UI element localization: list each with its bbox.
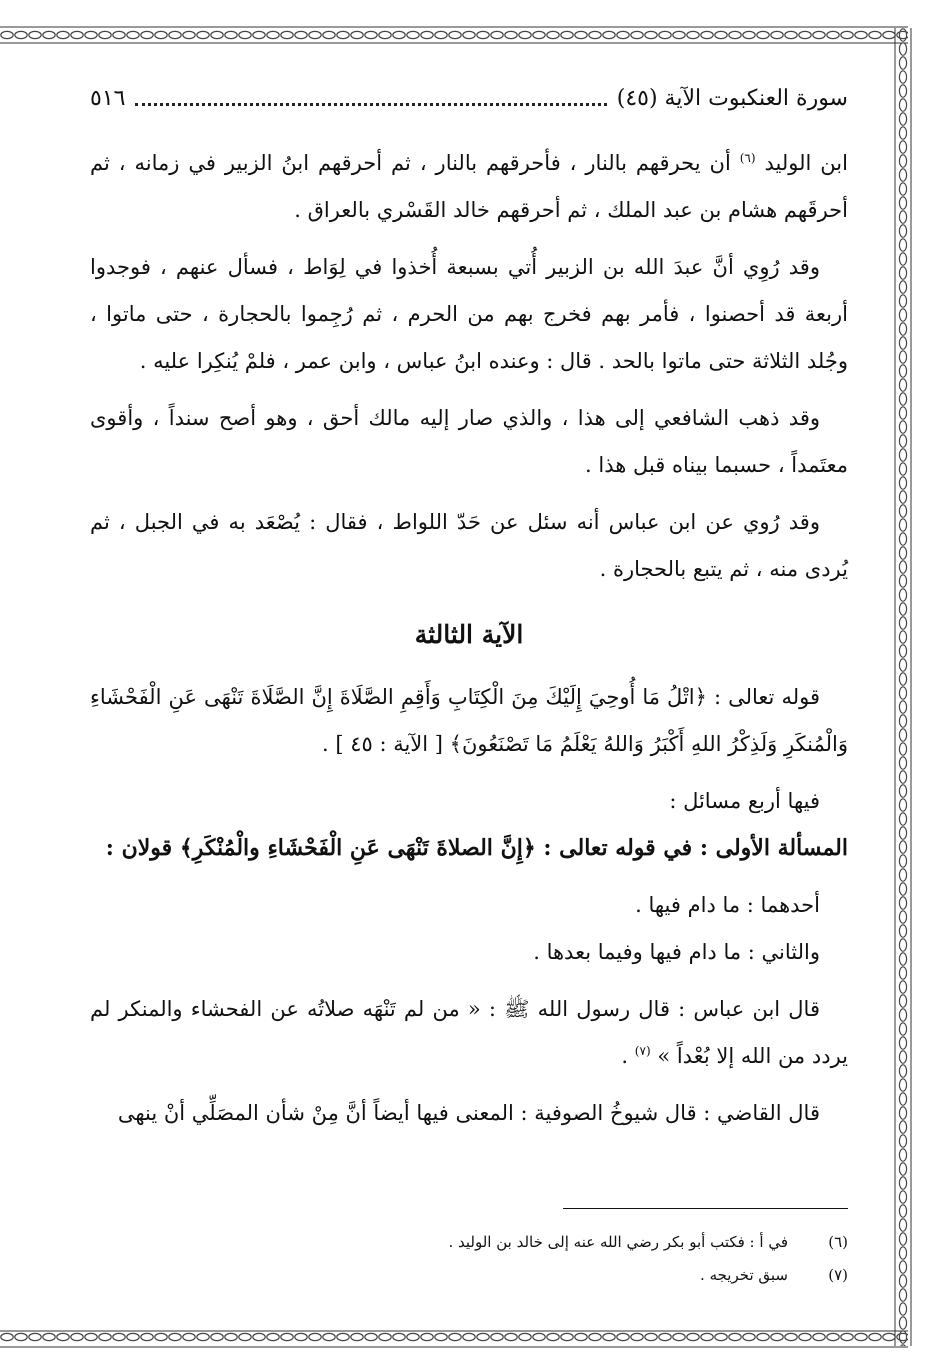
footnote-7	[90, 1259, 848, 1292]
running-head	[90, 78, 848, 118]
footnote-ref-7: (٧)	[634, 1044, 651, 1058]
opinion-two: والثاني : ما دام فيها وفيما بعدها .	[533, 940, 820, 964]
paragraph-1	[90, 140, 848, 234]
footnote-separator	[563, 1208, 848, 1209]
footnote-text: في أ : فكتب أبو بكر رضي الله عنه إلى خالد بن الوليد .	[448, 1233, 788, 1251]
paragraph-1-text-b: أن يحرقهم بالنار ، فأحرقهم بالنار ، ثم أحرقهم ابنُ الزبير في زمانه ، ثم أحرقَهم هشام بن عبد الملك ، ثم أحرقهم خالد القَسْري بالعراق .	[90, 151, 848, 222]
page-number: ٥١٦	[90, 85, 126, 111]
hadith-text: قال ابن عباس : قال رسول الله ﷺ : « من لم تَنْهَه صلاتُه عن الفحشاء والمنكر لم يردد من الله إلا بُعْداً »	[90, 997, 848, 1068]
main-text	[90, 140, 848, 1147]
hadith-end: .	[621, 1044, 629, 1068]
paragraph-1-text-a: ابن الوليد	[764, 151, 848, 175]
book-page	[90, 78, 848, 1298]
footnotes	[90, 1226, 848, 1292]
footnote-6	[90, 1226, 848, 1259]
paragraph-2: وقد رُوِي أنَّ عبدَ الله بن الزبير أُتي بسبعة أُخذوا في لِوَاط ، فسأل عنهم ، فوجدوا أربعة قد أحصنوا ، فأمر بهم فخرج بهم من الحرم ، ثم رُجِموا بالحجارة ، حتى ماتوا ، وجُلد الثلاثة حتى ماتوا بالحد . قال : وعنده ابنُ عباس ، وابن عمر ، فلمْ يُنكِرا عليه .	[90, 255, 848, 373]
opinion-one: أحدهما : ما دام فيها .	[635, 893, 820, 917]
section-heading: الآية الثالثة	[414, 620, 524, 649]
footnote-number: (٦)	[828, 1233, 848, 1251]
leader-dots	[135, 103, 606, 106]
footnote-text: سبق تخريجه .	[700, 1266, 788, 1284]
issues-intro: فيها أربع مسائل :	[669, 789, 820, 813]
verse-paragraph: قوله تعالى : ﴿اتْلُ مَا أُوحِيَ إِلَيْكَ مِنَ الْكِتَابِ وَأَقِمِ الصَّلَاةَ إِنَّ الصَّلَاةَ تَنْهَى عَنِ الْفَحْشَاءِ وَالْمُنكَرِ وَلَذِكْرُ اللهِ أَكْبَرُ وَاللهُ يَعْلَمُ مَا تَصْنَعُونَ﴾ [ الآية : ٤٥ ] .	[90, 685, 848, 756]
hadith-paragraph	[90, 986, 848, 1080]
running-head-title: سورة العنكبوت الآية (٤٥)	[616, 85, 848, 111]
paragraph-judge: قال القاضي : قال شيوخُ الصوفية : المعنى فيها أيضاً أنَّ مِنْ شأن المصَلِّي أنْ ينهى	[117, 1101, 820, 1125]
first-issue-heading: المسألة الأولى : في قوله تعالى : ﴿إِنَّ الصلاةَ تَنْهَى عَنِ الْفَحْشَاءِ والْمُنْكَرِ﴾ قولان :	[105, 835, 848, 861]
footnote-ref-6: (٦)	[739, 151, 756, 165]
footnote-number: (٧)	[828, 1266, 848, 1284]
paragraph-3: وقد ذهب الشافعي إلى هذا ، والذي صار إليه مالك أحق ، وهو أصح سنداً ، وأقوى معتَمداً ، حسبما بيناه قبل هذا .	[90, 406, 848, 477]
paragraph-4: وقد رُوي عن ابن عباس أنه سئل عن حَدّ اللواط ، فقال : يُصْعَد به في الجبل ، ثم يُردى منه ، ثم يتبع بالحجارة .	[90, 510, 848, 581]
